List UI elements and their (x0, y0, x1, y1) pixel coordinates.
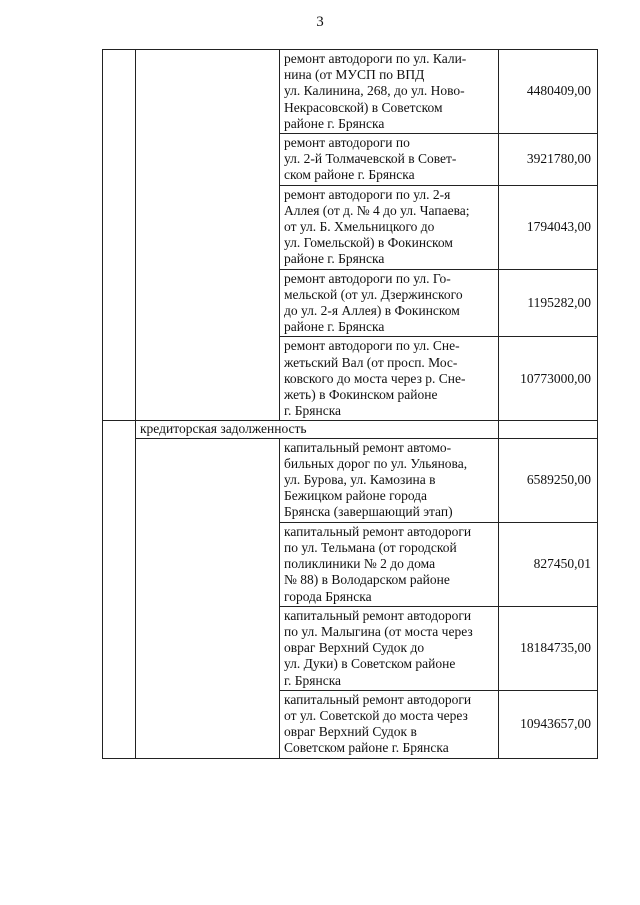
description-line: ул. Гомельской) в Фокинском (284, 235, 453, 251)
budget-table-body (103, 50, 598, 759)
amount-cell: 10943657,00 (499, 690, 598, 758)
amount-cell: 6589250,00 (499, 438, 598, 522)
description-line: районе г. Брянска (284, 115, 385, 131)
description-line: бильных дорог по ул. Ульянова, (284, 455, 468, 471)
description-line: по ул. Малыгина (от моста через (284, 623, 473, 639)
description-line: капитальный ремонт автомо- (284, 439, 452, 455)
road-work-description (280, 50, 499, 134)
description-line: ремонт автодороги по ул. 2-я (284, 186, 451, 202)
amount-cell: 1794043,00 (499, 185, 598, 269)
description-line: Некрасовской) в Советском (284, 99, 443, 115)
description-line: до ул. 2-я Аллея) в Фокинском (284, 303, 460, 319)
description-line: ул. Калинина, 268, до ул. Ново- (284, 83, 465, 99)
description-line: города Брянска (284, 588, 372, 604)
road-work-description (280, 269, 499, 337)
road-work-description (280, 337, 499, 421)
road-work-description (280, 134, 499, 186)
description-line: ском районе г. Брянска (284, 167, 415, 183)
amount-cell: 827450,01 (499, 522, 598, 606)
description-line: по ул. Тельмана (от городской (284, 539, 457, 555)
description-line: капитальный ремонт автодороги (284, 523, 472, 539)
description-line: ул. Бурова, ул. Камозина в (284, 472, 436, 488)
budget-table (102, 49, 598, 759)
section-row (103, 421, 598, 438)
page-number: 3 (316, 14, 324, 30)
empty-name-cell (136, 50, 280, 421)
description-line: овраг Верхний Судок в (284, 724, 417, 740)
description-line: капитальный ремонт автодороги (284, 691, 472, 707)
empty-index-cell (103, 421, 136, 758)
empty-index-cell (103, 50, 136, 421)
description-line: ремонт автодороги по ул. Сне- (284, 338, 460, 354)
description-line: капитальный ремонт автодороги (284, 607, 472, 623)
description-line: Брянска (завершающий этап) (284, 504, 453, 520)
description-line: г. Брянска (284, 672, 342, 688)
description-line: ремонт автодороги по ул. Го- (284, 270, 451, 286)
description-line: районе г. Брянска (284, 251, 385, 267)
description-line: Бежицком районе города (284, 488, 428, 504)
description-line: ул. 2-й Толмачевской в Совет- (284, 151, 457, 167)
description-line: жетьский Вал (от просп. Мос- (284, 354, 458, 370)
section-label: кредиторская задолженность (136, 421, 499, 438)
description-line: от ул. Советской до моста через (284, 707, 468, 723)
amount-cell: 10773000,00 (499, 337, 598, 421)
road-work-description (280, 185, 499, 269)
table-row (103, 438, 598, 522)
amount-cell: 3921780,00 (499, 134, 598, 186)
description-line: г. Брянска (284, 403, 342, 419)
amount-cell: 1195282,00 (499, 269, 598, 337)
description-line: районе г. Брянска (284, 319, 385, 335)
description-line: мельской (от ул. Дзержинского (284, 286, 463, 302)
empty-name-cell (136, 438, 280, 758)
empty-amount-cell (499, 421, 598, 438)
road-work-description (280, 606, 499, 690)
road-work-description (280, 522, 499, 606)
description-line: овраг Верхний Судок до (284, 640, 425, 656)
amount-cell: 4480409,00 (499, 50, 598, 134)
description-line: ремонт автодороги по (284, 135, 410, 151)
description-line: жеть) в Фокинском районе (284, 387, 438, 403)
road-work-description (280, 438, 499, 522)
description-line: ремонт автодороги по ул. Кали- (284, 51, 467, 66)
description-line: нина (от МУСП по ВПД (284, 67, 425, 83)
description-line: поликлиники № 2 до дома (284, 556, 436, 572)
description-line: № 88) в Володарском районе (284, 572, 450, 588)
road-work-description (280, 690, 499, 758)
description-line: от ул. Б. Хмельницкого до (284, 219, 435, 235)
description-line: Аллея (от д. № 4 до ул. Чапаева; (284, 202, 470, 218)
description-line: ул. Дуки) в Советском районе (284, 656, 456, 672)
description-line: ковского до моста через р. Сне- (284, 370, 466, 386)
amount-cell: 18184735,00 (499, 606, 598, 690)
description-line: Советском районе г. Брянска (284, 740, 449, 756)
table-row (103, 50, 598, 134)
